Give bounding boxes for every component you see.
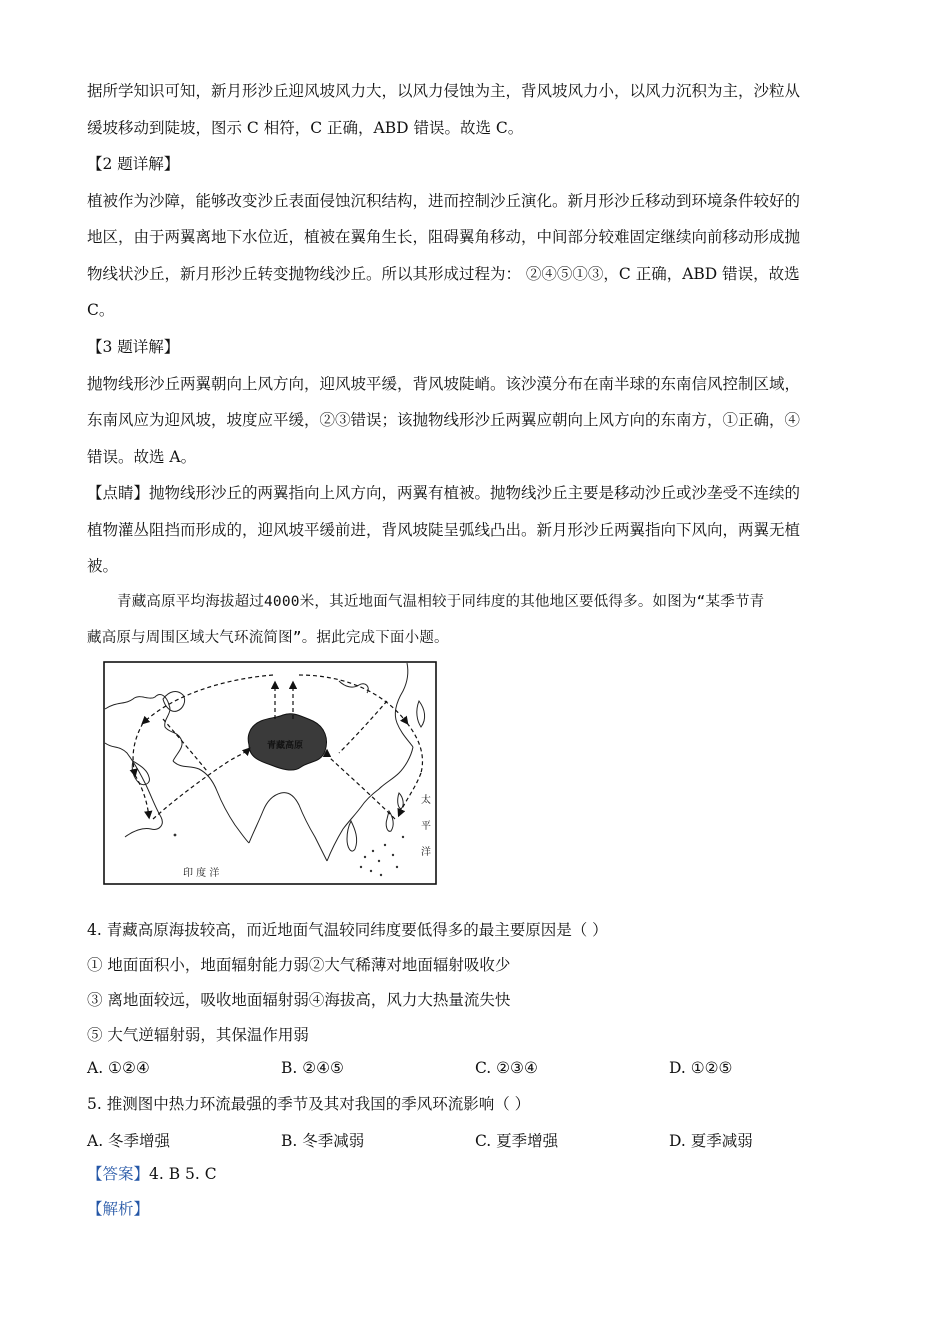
question-4-option-c: C. ②③④ [475,1059,538,1077]
key-point-note [87,475,862,585]
text-line [87,475,862,512]
explanation-q3 [87,329,862,475]
text-line: 缓坡移动到陡坡，图示 C 相符，C 正确，ABD 错误。故选 C。 [87,118,524,137]
pacific-label-1: 太 [421,795,431,806]
text-line: 青藏高原平均海拔超过4000米，其近地面气温相较于同纬度的其他地区要低得多。如图为“某季节青 [117,594,765,610]
indian-ocean-label: 印 度 洋 [183,868,220,879]
text-line: 植物灌丛阻挡而形成的，迎风坡平缓前进，背风坡陡呈弧线凸出。新月形沙丘两翼指向下风向，两翼无植 [87,520,801,539]
text-line: 错误。故选 A。 [87,447,197,466]
explanation-q2 [87,146,862,329]
text-line: 地区，由于两翼离地下水位近，植被在翼角生长，阻碍翼角移动，中间部分较难固定继续向前移动形成抛 [87,228,801,246]
question-4-option-a: A. ①②④ [87,1059,150,1077]
text-line: 抛物线形沙丘两翼朝向上风方向，迎风坡平缓，背风坡陡峭。该沙漠分布在南半球的东南信风控制区域， [87,374,801,393]
question-5-option-b: B. 冬季减弱 [281,1132,365,1150]
text-line: 植被作为沙障，能够改变沙丘表面侵蚀沉积结构，进而控制沙丘演化。新月形沙丘移动到环境条件较好的 [87,191,801,210]
text-line: 据所学知识可知，新月形沙丘迎风坡风力大，以风力侵蚀为主，背风坡风力小，以风力沉积为主，沙粒从 [87,82,801,100]
question-4-item: ① 地面面积小，地面辐射能力弱②大气稀薄对地面辐射吸收少 [87,956,511,974]
text-line: C。 [87,301,115,319]
key-point-tag: 【点睛】 [87,484,150,502]
answer-text: 4. B 5. C [149,1165,217,1183]
question-5-option-a: A. 冬季增强 [87,1132,171,1150]
analysis-line [87,1192,149,1227]
text-segment: 抛物线形沙丘的两翼指向上风方向，两翼有植被。抛物线沙丘主要是移动沙丘或沙垄受不连续的 [149,484,801,502]
answer-tag: 【答案】 [87,1165,150,1183]
question-intro [87,584,867,656]
circulation-map [103,661,437,885]
analysis-tag: 【解析】 [87,1200,150,1218]
text-line: 被。 [87,557,119,575]
pacific-label-3: 洋 [421,847,431,858]
question-4-stem: 4. 青藏高原海拔较高，而近地面气温较同纬度要低得多的最主要原因是（ ） [87,921,608,939]
question-5-option-c: C. 夏季增强 [475,1132,559,1150]
plateau-label: 青藏高原 [266,741,304,751]
text-line: 物线状沙丘，新月形沙丘转变抛物线沙丘。所以其形成过程为： ②④⑤①③，C 正确，ABD 错误，故选 [87,264,800,283]
text-line: 藏高原与周围区域大气环流简图”。据此完成下面小题。 [87,630,449,646]
section-heading: 【2 题详解】 [87,155,180,173]
question-5-stem: 5. 推测图中热力环流最强的季节及其对我国的季风环流影响（ ） [87,1095,531,1113]
answer-line [87,1157,217,1192]
text-line: 东南风应为迎风坡，坡度应平缓，②③错误；该抛物线形沙丘两翼应朝向上风方向的东南方，①正确，④ [87,411,801,429]
question-4-option-b: B. ②④⑤ [281,1059,344,1077]
question-4-item: ⑤ 大气逆辐射弱，其保温作用弱 [87,1026,309,1044]
section-heading: 【3 题详解】 [87,338,180,356]
explanation-q1-continued [87,73,862,146]
question-4-item: ③ 离地面较远，吸收地面辐射弱④海拔高，风力大热量流失快 [87,991,511,1009]
pacific-label-2: 平 [421,821,431,832]
question-5-option-d: D. 夏季减弱 [669,1132,753,1150]
question-4-option-d: D. ①②⑤ [669,1059,733,1077]
circulation-map-figure [103,661,437,885]
